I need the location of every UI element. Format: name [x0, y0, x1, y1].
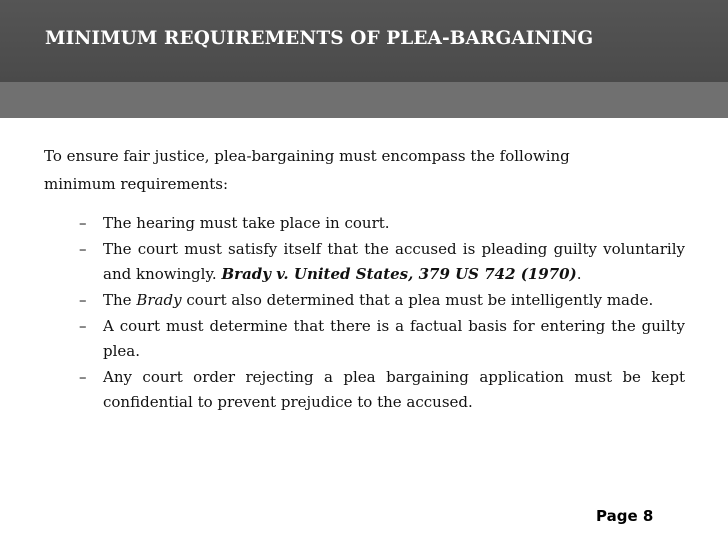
- bullet-dash: –: [79, 240, 87, 258]
- bullet-text: court also determined that a plea must be intelligently made.: [186, 291, 654, 309]
- title-band: [0, 0, 728, 82]
- bullet-dash: –: [79, 291, 87, 309]
- case-citation: Brady v. United States, 379 US 742 (1970): [221, 265, 577, 283]
- bullet-dash: –: [79, 214, 87, 232]
- bullet-text: The hearing must take place in court.: [103, 214, 390, 232]
- bullet-text: The court must satisfy itself that the accused is pleading guilty voluntarily and knowingly.: [103, 240, 685, 283]
- case-name-emphasis: Brady: [136, 291, 182, 309]
- bullet-dash: –: [79, 368, 87, 386]
- list-item: [79, 314, 685, 364]
- list-item: [79, 288, 685, 313]
- bullet-dash: –: [79, 317, 87, 335]
- bullet-text: A court must determine that there is a factual basis for entering the guilty plea.: [103, 317, 685, 360]
- requirements-list: [79, 211, 685, 416]
- list-item: [79, 237, 685, 287]
- page-number: Page 8: [596, 507, 654, 525]
- intro-paragraph: To ensure fair justice, plea-bargaining must encompass the following minimum requirements:: [44, 147, 570, 193]
- slide-title: MINIMUM REQUIREMENTS OF PLEA-BARGAINING: [45, 28, 594, 49]
- list-item: [79, 211, 685, 236]
- bullet-suffix: .: [576, 265, 582, 283]
- list-item: [79, 365, 685, 415]
- subtitle-band: [0, 82, 728, 118]
- bullet-text: Any court order rejecting a plea bargaining application must be kept confidential to prevent prejudice to the accused.: [103, 368, 685, 411]
- bullet-prefix: The: [103, 291, 132, 309]
